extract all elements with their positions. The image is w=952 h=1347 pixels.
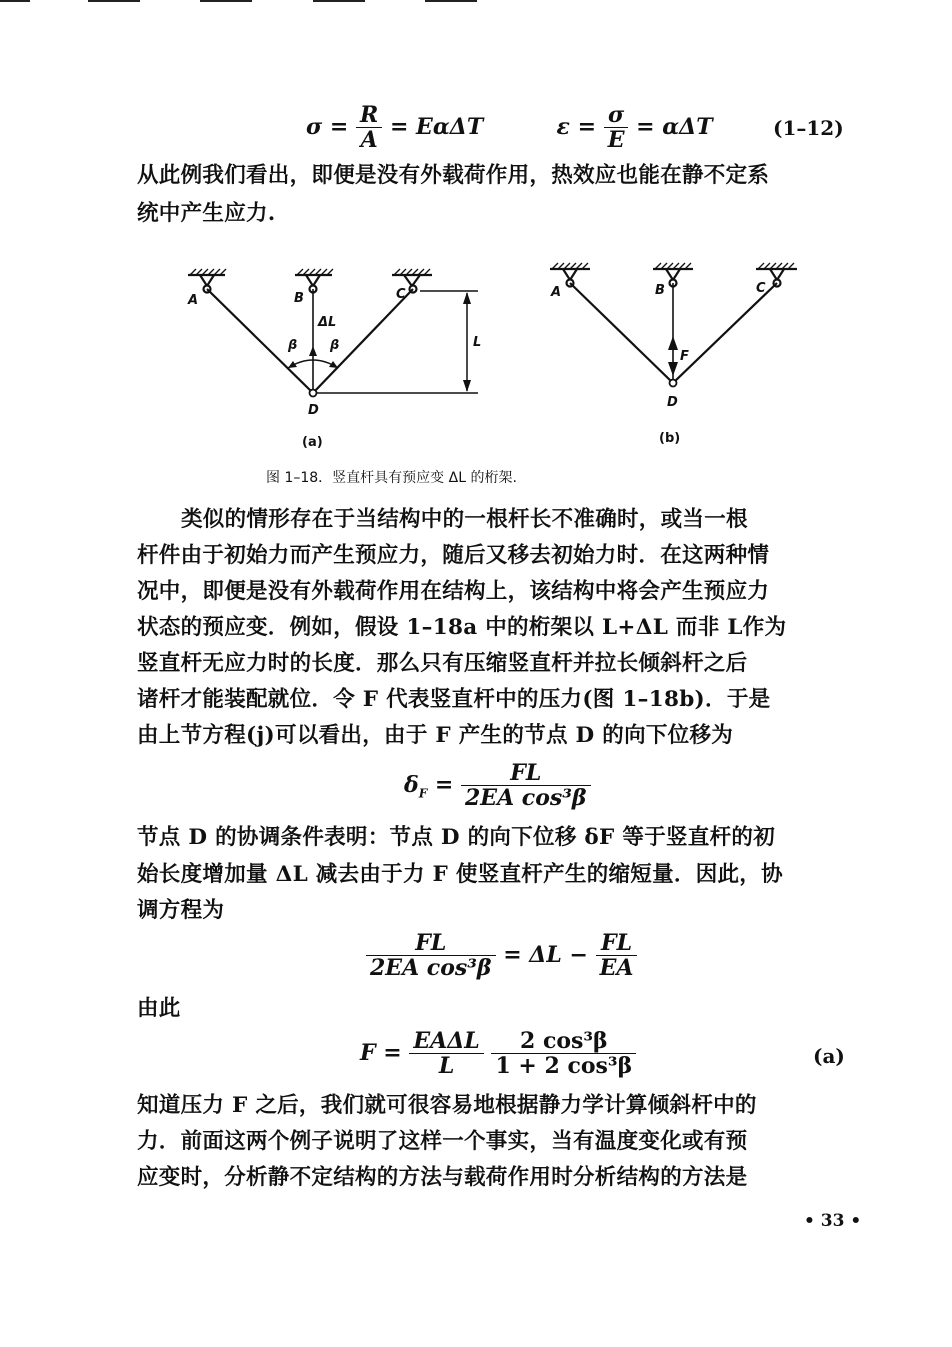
- label-b-D: D: [667, 395, 678, 410]
- equation-delta-F: [404, 762, 591, 810]
- paragraph-2-line-2: 杆件由于初始力而产生预应力，随后又移去初始力时．在这两种情: [137, 543, 770, 568]
- paragraph-5-line-2: 力．前面这两个例子说明了这样一个事实，当有温度变化或有预: [137, 1129, 748, 1154]
- eq-rhs: = αΔT: [636, 114, 713, 141]
- paragraph-3-line-2: 始长度增加量 ΔL 减去由于力 F 使竖直杆产生的缩短量．因此，协: [137, 862, 783, 887]
- frac-num: FL: [461, 762, 591, 786]
- label-a-delta-L: ΔL: [318, 315, 337, 330]
- frac-den: L: [438, 1053, 455, 1080]
- label-a-D: D: [308, 403, 319, 418]
- figure-caption: 图 1–18．竖直杆具有预应变 ΔL 的桁架.: [266, 470, 517, 486]
- paragraph-4-line-1: 由此: [137, 996, 181, 1021]
- equation-compatibility: [366, 932, 637, 980]
- frac-num: FL: [596, 932, 638, 956]
- eq-middle: = ΔL −: [503, 942, 588, 969]
- frac-num: EAΔL: [409, 1030, 483, 1054]
- frac-num: FL: [366, 932, 496, 956]
- frac-den: 2EA cos³β: [465, 785, 587, 812]
- eq-epsilon: ε: [556, 114, 570, 141]
- paragraph-2-line-6: 诸杆才能装配就位．令 F 代表竖直杆中的压力(图 1–18b)．于是: [137, 687, 771, 712]
- eq-fraction-2: [491, 1030, 636, 1078]
- paragraph-2-line-1: 类似的情形存在于当结构中的一根杆长不准确时，或当一根: [181, 507, 748, 532]
- label-a-beta-left: β: [288, 338, 298, 353]
- frac-num: 2 cos³β: [491, 1030, 636, 1054]
- frac-num: R: [356, 104, 382, 128]
- paragraph-3-line-1: 节点 D 的协调条件表明：节点 D 的向下位移 δF 等于竖直杆的初: [137, 825, 776, 850]
- label-a-B: B: [294, 291, 304, 306]
- paragraph-5-line-3: 应变时，分析静不定结构的方法与载荷作用时分析结构的方法是: [137, 1165, 748, 1190]
- eq-fraction-sigma-E: [604, 104, 629, 152]
- top-rule: [0, 0, 30, 2]
- frac-den: E: [607, 127, 625, 154]
- subfigure-label-b: (b): [659, 431, 681, 446]
- eq-fraction: [461, 762, 591, 810]
- eq-fraction-right: [596, 932, 638, 980]
- figure-1-18: [0, 255, 952, 465]
- frac-den: A: [360, 127, 378, 154]
- frac-den: 1 + 2 cos³β: [495, 1053, 633, 1080]
- paragraph-2-line-3: 况中，即便是没有外载荷作用在结构上，该结构中将会产生预应力: [137, 579, 770, 604]
- eq-delta: δ: [404, 772, 419, 799]
- top-rule: [88, 0, 140, 2]
- equation-a: [360, 1030, 636, 1078]
- paragraph-2-line-5: 竖直杆无应力时的长度．那么只有压缩竖直杆并拉长倾斜杆之后: [137, 651, 748, 676]
- eq-fraction-left: [366, 932, 496, 980]
- equation-number-1-12: (1–12): [773, 116, 844, 140]
- frac-den: EA: [599, 955, 634, 982]
- top-rule: [425, 0, 477, 2]
- label-a-A: A: [188, 293, 199, 308]
- eq-rhs: = EαΔT: [389, 114, 484, 141]
- eq-sigma: σ: [306, 114, 323, 141]
- label-a-beta-right: β: [330, 338, 340, 353]
- top-rule: [313, 0, 365, 2]
- eq-fraction-R-A: [356, 104, 382, 152]
- eq-delta-sub: F: [418, 786, 428, 801]
- paragraph-2-line-7: 由上节方程(j)可以看出，由于 F 产生的节点 D 的向下位移为: [137, 723, 734, 748]
- paragraph-5-line-1: 知道压力 F 之后，我们就可很容易地根据静力学计算倾斜杆中的: [137, 1093, 757, 1118]
- label-a-L: L: [473, 335, 482, 350]
- label-b-F: F: [680, 349, 689, 364]
- page-number: • 33 •: [804, 1211, 862, 1231]
- paragraph-1-line-1: 从此例我们看出，即便是没有外载荷作用，热效应也能在静不定系: [137, 163, 770, 188]
- equation-1-12: σ = $\frac{R}{A}$ = EαΔT ε = $\frac{\sigma}{E}$ = αΔT: [306, 102, 713, 154]
- eq-lhs: F =: [360, 1040, 402, 1067]
- frac-den: 2EA cos³β: [370, 955, 492, 982]
- subfigure-label-a: (a): [302, 435, 323, 450]
- eq-equals: =: [434, 772, 454, 799]
- paragraph-2-line-4: 状态的预应变．例如，假设 1–18a 中的桁架以 L+ΔL 而非 L作为: [137, 615, 787, 640]
- top-rule: [200, 0, 252, 2]
- frac-num: σ: [604, 104, 629, 128]
- label-b-C: C: [756, 281, 766, 296]
- label-b-B: B: [655, 283, 665, 298]
- truss-a: [188, 269, 478, 393]
- eq-fraction-1: [409, 1030, 483, 1078]
- label-a-C: C: [396, 287, 406, 302]
- equation-number-a: (a): [813, 1044, 845, 1068]
- paragraph-1-line-2: 统中产生应力.: [137, 201, 276, 226]
- paragraph-3-line-3: 调方程为: [137, 898, 225, 923]
- label-b-A: A: [551, 285, 562, 300]
